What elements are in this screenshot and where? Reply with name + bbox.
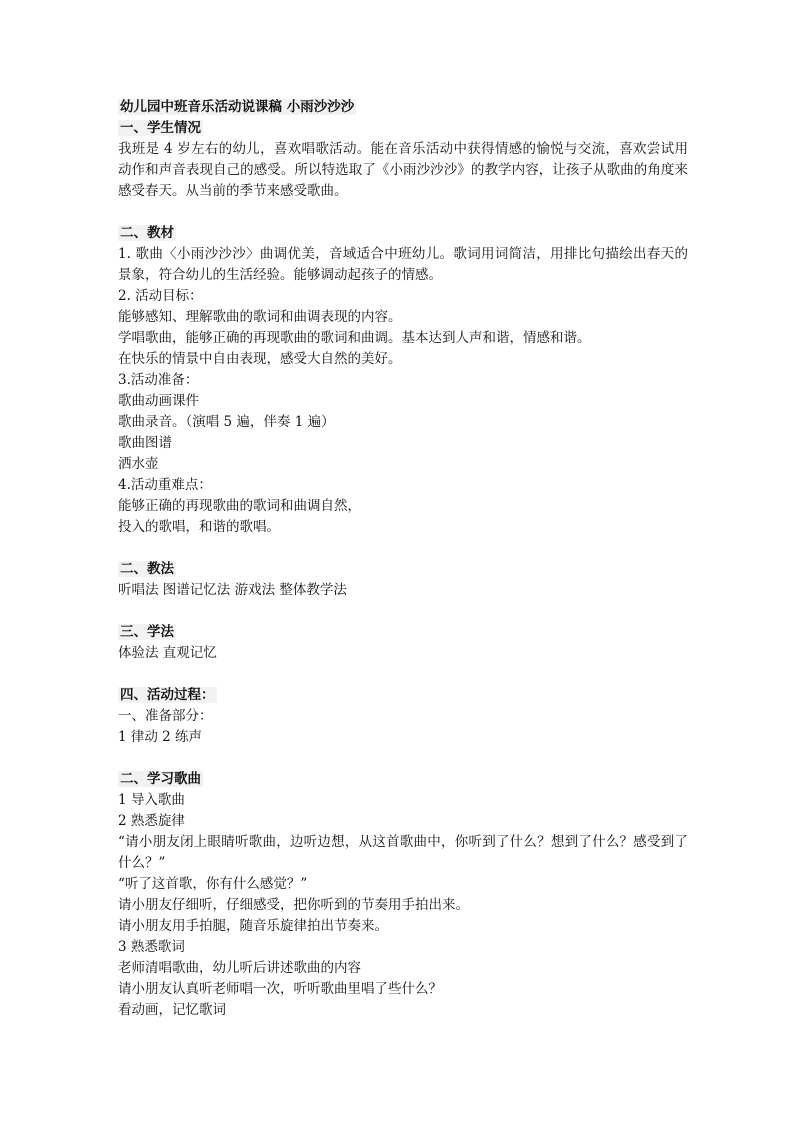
preparation-part-steps: 1 律动 2 练声 bbox=[118, 729, 203, 745]
document-title bbox=[118, 97, 688, 118]
step-line: 2 熟悉旋律 bbox=[118, 813, 185, 829]
section-heading-activity-process bbox=[118, 685, 688, 706]
section-heading-learning-song bbox=[118, 769, 688, 790]
learning-methods-line: 体验法 直观记忆 bbox=[118, 645, 217, 661]
section-heading-teaching-methods bbox=[118, 559, 688, 580]
section-heading-text: 四、活动过程： bbox=[120, 687, 215, 703]
instruction-line: 请小朋友用手拍腿，随音乐旋律拍出节奏来。 bbox=[118, 918, 388, 934]
document-title-text: 幼儿园中班音乐活动说课稿 小雨沙沙沙 bbox=[120, 99, 355, 115]
step-line: 3 熟悉歌词 bbox=[118, 939, 185, 955]
student-situation-paragraph: 我班是 4 岁左右的幼儿，喜欢唱歌活动。能在音乐活动中获得情感的愉悦与交流，喜欢尝试用动作和声音表现自己的感受。所以特选取了《小雨沙沙沙》的教学内容，让孩子从歌曲的角度来感受春天。从当前的季节来感受歌曲。 bbox=[118, 141, 688, 199]
blank-line bbox=[118, 748, 688, 769]
quote-paragraph: “请小朋友闭上眼睛听歌曲，边听边想，从这首歌曲中，你听到了什么？想到了什么？感受到了什么？” bbox=[118, 834, 688, 871]
instruction-line: 请小朋友仔细听，仔细感受，把你听到的节奏用手拍出来。 bbox=[118, 897, 469, 913]
section-heading-teaching-material bbox=[118, 223, 688, 244]
teaching-methods-line: 听唱法 图谱记忆法 游戏法 整体教学法 bbox=[118, 582, 347, 598]
goal-line: 学唱歌曲，能够正确的再现歌曲的歌词和曲调。基本达到人声和谐，情感和谐。 bbox=[118, 330, 591, 346]
preparation-item: 洒水壶 bbox=[118, 456, 159, 472]
preparation-item: 歌曲图谱 bbox=[118, 435, 172, 451]
blank-line bbox=[118, 601, 688, 622]
blank-line bbox=[118, 664, 688, 685]
step-line: 1 导入歌曲 bbox=[118, 792, 185, 808]
quote-line: “听了这首歌，你有什么感觉？” bbox=[118, 876, 308, 892]
section-heading-student-situation bbox=[118, 118, 688, 139]
section-heading-learning-methods bbox=[118, 622, 688, 643]
preparation-item: 歌曲动画课件 bbox=[118, 393, 199, 409]
blank-line bbox=[118, 538, 688, 559]
goal-line: 能够感知、理解歌曲的歌词和曲调表现的内容。 bbox=[118, 309, 402, 325]
instruction-line: 请小朋友认真听老师唱一次，听听歌曲里唱了些什么？ bbox=[118, 981, 442, 997]
instruction-line: 老师清唱歌曲，幼儿听后讲述歌曲的内容 bbox=[118, 960, 361, 976]
key-difficulties-label: 4.活动重难点： bbox=[118, 477, 212, 493]
key-difficulty-line: 投入的歌唱，和谐的歌唱。 bbox=[118, 519, 280, 535]
activity-goals-label: 2. 活动目标： bbox=[118, 288, 203, 304]
section-heading-text: 二、教法 bbox=[120, 561, 174, 577]
section-heading-text: 三、学法 bbox=[120, 624, 174, 640]
section-heading-text: 二、教材 bbox=[120, 225, 174, 241]
instruction-line: 看动画，记忆歌词 bbox=[118, 1002, 226, 1018]
blank-line bbox=[118, 202, 688, 223]
preparation-part-label: 一、准备部分： bbox=[118, 708, 213, 724]
key-difficulty-line: 能够正确的再现歌曲的歌词和曲调自然， bbox=[118, 498, 361, 514]
material-paragraph: 1. 歌曲〈小雨沙沙沙〉曲调优美，音域适合中班幼儿。歌词用词简洁，用排比句描绘出春天的景象，符合幼儿的生活经验。能够调动起孩子的情感。 bbox=[118, 246, 688, 283]
section-heading-text: 一、学生情况 bbox=[120, 120, 201, 136]
preparation-item: 歌曲录音。（演唱 5 遍，伴奏 1 遍） bbox=[118, 414, 335, 430]
section-heading-text: 二、学习歌曲 bbox=[120, 771, 201, 787]
goal-line: 在快乐的情景中自由表现，感受大自然的美好。 bbox=[118, 351, 402, 367]
activity-preparation-label: 3.活动准备： bbox=[118, 372, 199, 388]
document-body bbox=[118, 97, 688, 1021]
